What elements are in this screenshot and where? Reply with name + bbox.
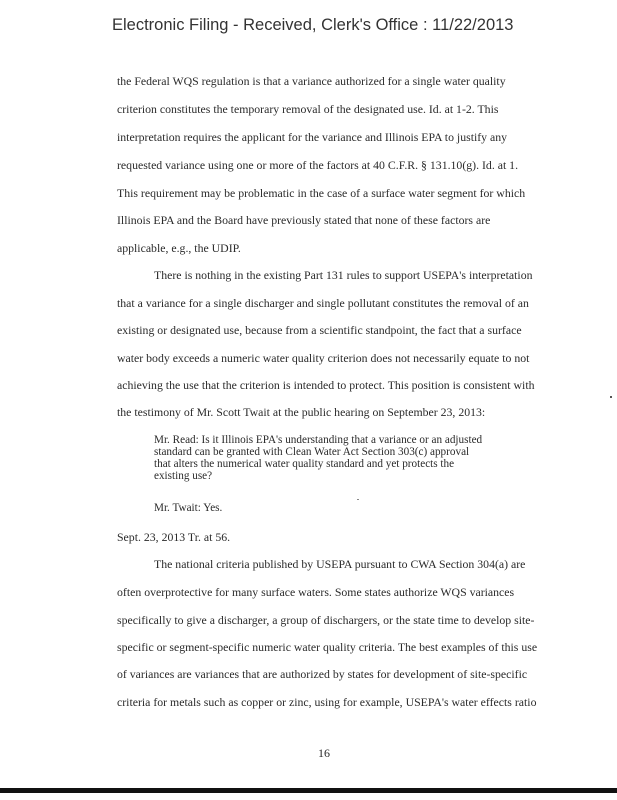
- text-line: requested variance using one or more of the factors at 40 C.F.R. § 131.10(g). Id. at 1.: [117, 158, 519, 172]
- text-line: This requirement may be problematic in the case of a surface water segment for which: [117, 186, 526, 200]
- text-line: applicable, e.g., the UDIP.: [117, 241, 241, 255]
- text-line: often overprotective for many surface waters. Some states authorize WQS variances: [117, 585, 515, 599]
- scan-artifact-mark: [610, 396, 612, 398]
- text-line: specifically to give a discharger, a group of dischargers, or the state time to develop site-: [117, 613, 535, 627]
- quote-line: Mr. Read: Is it Illinois EPA's understanding that a variance or an adjusted: [154, 434, 483, 446]
- quote-line: existing use?: [154, 470, 213, 482]
- text-line: existing or designated use, because from a scientific standpoint, the fact that a surface: [117, 323, 522, 337]
- filing-stamp-header: Electronic Filing - Received, Clerk's Office : 11/22/2013: [112, 16, 514, 34]
- scan-artifact-dot: [357, 499, 359, 500]
- text-line: of variances are variances that are authorized by states for development of site-specific: [117, 667, 528, 681]
- text-line: criteria for metals such as copper or zinc, using for example, USEPA's water effects ratio: [117, 695, 537, 709]
- text-line: achieving the use that the criterion is intended to protect. This position is consistent with: [117, 378, 535, 392]
- text-line: the Federal WQS regulation is that a variance authorized for a single water quality: [117, 74, 506, 88]
- text-line: the testimony of Mr. Scott Twait at the public hearing on September 23, 2013:: [117, 405, 486, 419]
- text-line: Illinois EPA and the Board have previously stated that none of these factors are: [117, 213, 491, 227]
- citation-text: Sept. 23, 2013 Tr. at 56.: [117, 530, 231, 544]
- text-line: criterion constitutes the temporary removal of the designated use. Id. at 1-2. This: [117, 102, 499, 116]
- quote-line: that alters the numerical water quality standard and yet protects the: [154, 458, 455, 470]
- text-line: interpretation requires the applicant for the variance and Illinois EPA to justify any: [117, 130, 508, 144]
- text-line: water body exceeds a numeric water quality criterion does not necessarily equate to not: [117, 351, 530, 365]
- scan-bottom-edge: [0, 788, 617, 793]
- text-line: There is nothing in the existing Part 131 rules to support USEPA's interpretation: [154, 268, 533, 282]
- text-line: specific or segment-specific numeric water quality criteria. The best examples of this use: [117, 640, 538, 654]
- page-number: 16: [318, 746, 330, 760]
- text-line: that a variance for a single discharger and single pollutant constitutes the removal of an: [117, 296, 529, 310]
- quote-answer: Mr. Twait: Yes.: [154, 502, 223, 514]
- text-line: The national criteria published by USEPA pursuant to CWA Section 304(a) are: [154, 557, 526, 571]
- quote-line: standard can be granted with Clean Water Act Section 303(c) approval: [154, 446, 470, 458]
